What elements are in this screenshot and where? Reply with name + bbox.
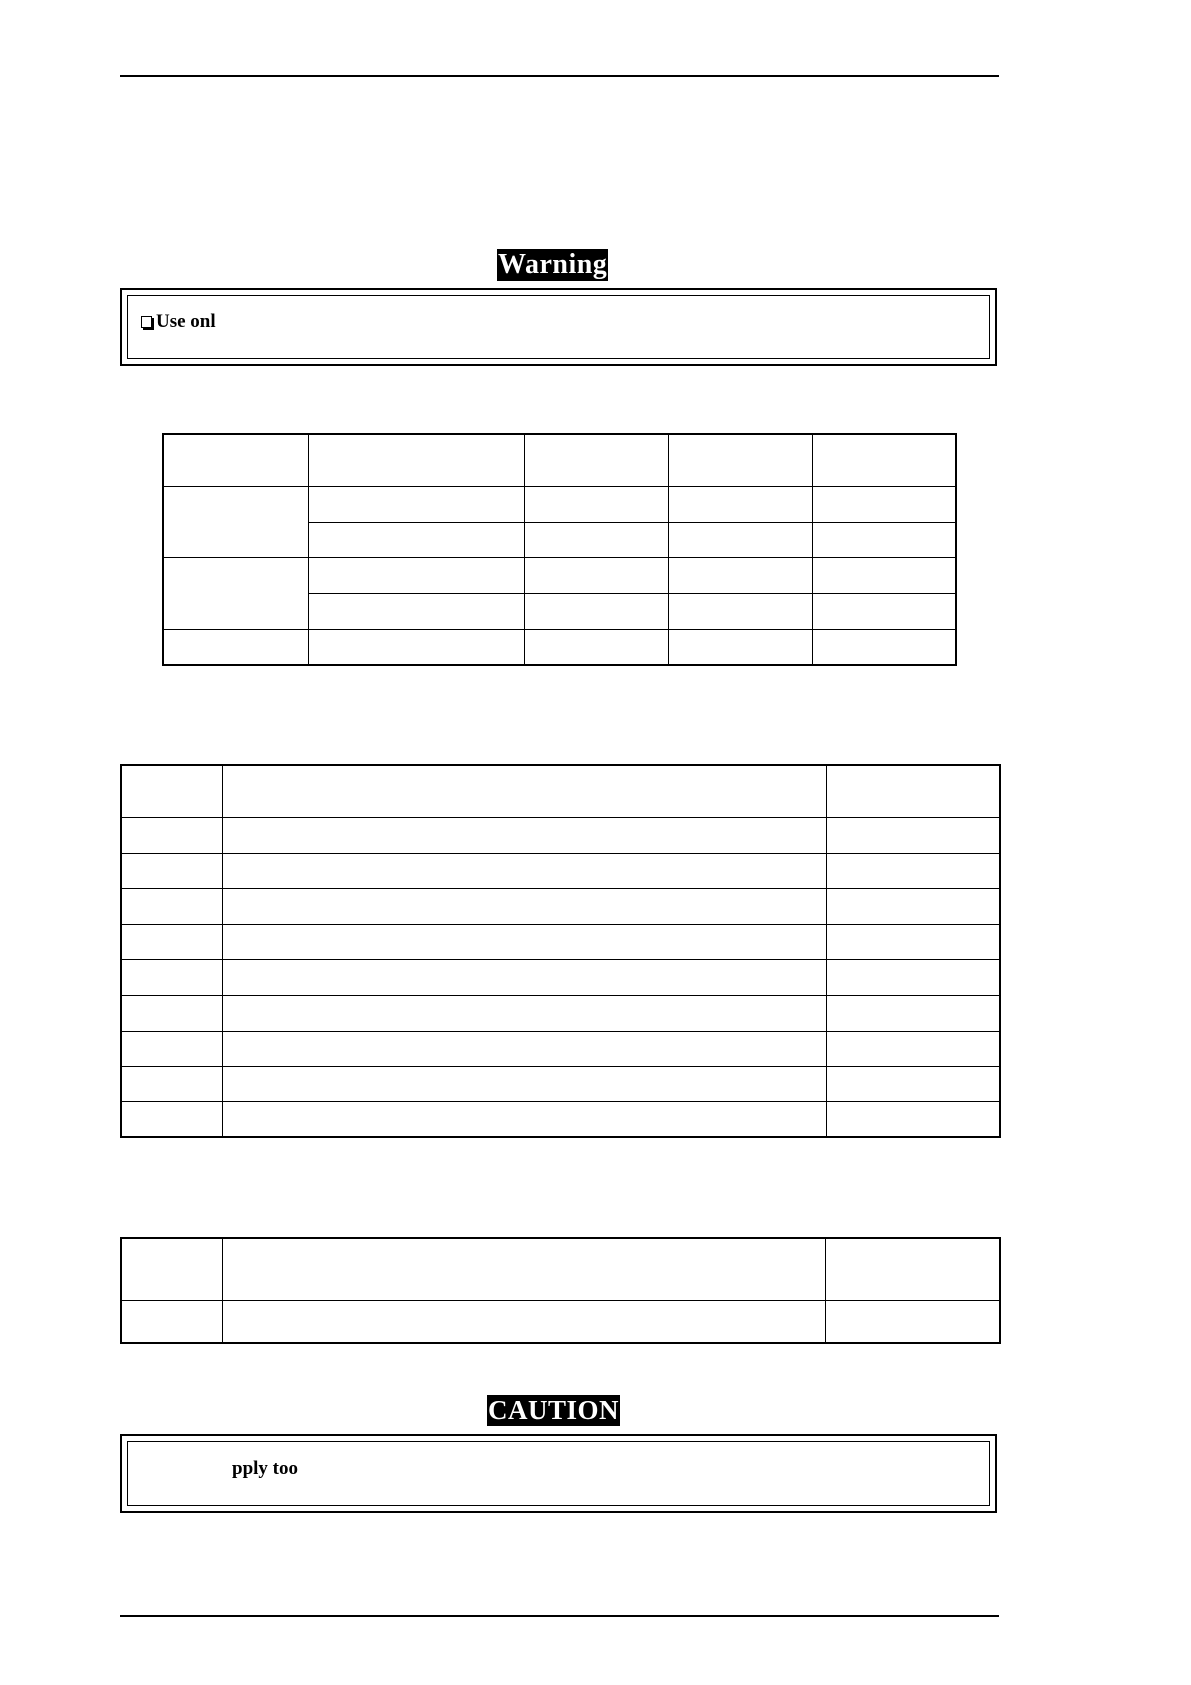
- table-1-header-cell: [812, 434, 956, 486]
- warning-label: Warning: [498, 249, 608, 280]
- table-cell: [222, 924, 826, 959]
- table-cell: [121, 995, 222, 1031]
- table-cell: [826, 888, 1000, 924]
- table-1-group-cell: [163, 486, 308, 557]
- table-cell: [121, 1101, 222, 1137]
- table-1-header-cell: [163, 434, 308, 486]
- table-row: [163, 629, 956, 665]
- table-1-header-cell: [668, 434, 812, 486]
- table-cell: [826, 1031, 1000, 1066]
- table-1: [162, 433, 957, 666]
- table-cell: [222, 853, 826, 888]
- table-2-header-cell: [222, 765, 826, 817]
- table-cell: [524, 522, 668, 557]
- table-row: [121, 1066, 1000, 1101]
- table-cell: [222, 817, 826, 853]
- table-cell: [308, 522, 524, 557]
- table-1-header-cell: [308, 434, 524, 486]
- table-cell: [524, 593, 668, 629]
- table-cell: [121, 853, 222, 888]
- table-2: [120, 764, 1001, 1138]
- table-cell: [826, 1066, 1000, 1101]
- table-row: [121, 924, 1000, 959]
- top-rule: [120, 75, 999, 77]
- table-cell: [222, 1031, 826, 1066]
- table-cell: [308, 557, 524, 593]
- table-row: [121, 853, 1000, 888]
- table-cell: [524, 557, 668, 593]
- warning-box: [120, 288, 997, 366]
- table-3-header-cell: [121, 1238, 222, 1300]
- table-3-header-cell: [825, 1238, 1000, 1300]
- table-cell: [826, 817, 1000, 853]
- table-cell: [121, 888, 222, 924]
- table-1-group-cell: [163, 557, 308, 629]
- table-cell: [222, 1066, 826, 1101]
- table-row: [121, 959, 1000, 995]
- table-cell: [163, 629, 308, 665]
- caution-box-inner: [127, 1441, 990, 1506]
- table-cell: [812, 557, 956, 593]
- table-2-header-cell: [121, 765, 222, 817]
- table-row: [121, 888, 1000, 924]
- caution-text: pply too: [232, 1458, 298, 1479]
- table-cell: [825, 1300, 1000, 1343]
- table-cell: [121, 817, 222, 853]
- table-row: [121, 1300, 1000, 1343]
- table-cell: [668, 629, 812, 665]
- table-cell: [812, 593, 956, 629]
- caution-label: CAUTION: [488, 1395, 620, 1425]
- table-row: [121, 995, 1000, 1031]
- table-2-header-cell: [826, 765, 1000, 817]
- table-cell: [121, 1300, 222, 1343]
- table-cell: [668, 593, 812, 629]
- table-1-header-cell: [524, 434, 668, 486]
- table-cell: [222, 888, 826, 924]
- table-row: [163, 486, 956, 522]
- warning-text: Use onl: [156, 311, 216, 332]
- table-2-header-row: [121, 765, 1000, 817]
- table-cell: [121, 1031, 222, 1066]
- table-cell: [222, 1300, 825, 1343]
- table-3-header-row: [121, 1238, 1000, 1300]
- table-cell: [812, 486, 956, 522]
- caution-box: [120, 1434, 997, 1513]
- table-cell: [222, 959, 826, 995]
- table-cell: [826, 924, 1000, 959]
- warning-box-inner: [127, 295, 990, 359]
- table-cell: [308, 629, 524, 665]
- table-cell: [812, 522, 956, 557]
- table-cell: [826, 853, 1000, 888]
- table-3: [120, 1237, 1001, 1344]
- table-row: [121, 1101, 1000, 1137]
- table-cell: [668, 486, 812, 522]
- warning-note: [141, 312, 216, 331]
- table-row: [121, 817, 1000, 853]
- table-cell: [121, 1066, 222, 1101]
- table-cell: [668, 522, 812, 557]
- table-1-header-row: [163, 434, 956, 486]
- table-cell: [826, 1101, 1000, 1137]
- table-row: [121, 1031, 1000, 1066]
- table-cell: [524, 486, 668, 522]
- table-cell: [524, 629, 668, 665]
- table-cell: [308, 486, 524, 522]
- table-cell: [826, 995, 1000, 1031]
- table-cell: [668, 557, 812, 593]
- table-3-header-cell: [222, 1238, 825, 1300]
- table-cell: [222, 995, 826, 1031]
- table-cell: [121, 959, 222, 995]
- table-row: [163, 557, 956, 593]
- table-cell: [222, 1101, 826, 1137]
- table-cell: [812, 629, 956, 665]
- table-cell: [121, 924, 222, 959]
- table-cell: [826, 959, 1000, 995]
- table-cell: [308, 593, 524, 629]
- bottom-rule: [120, 1615, 999, 1617]
- checkbox-bullet-icon: [141, 316, 152, 328]
